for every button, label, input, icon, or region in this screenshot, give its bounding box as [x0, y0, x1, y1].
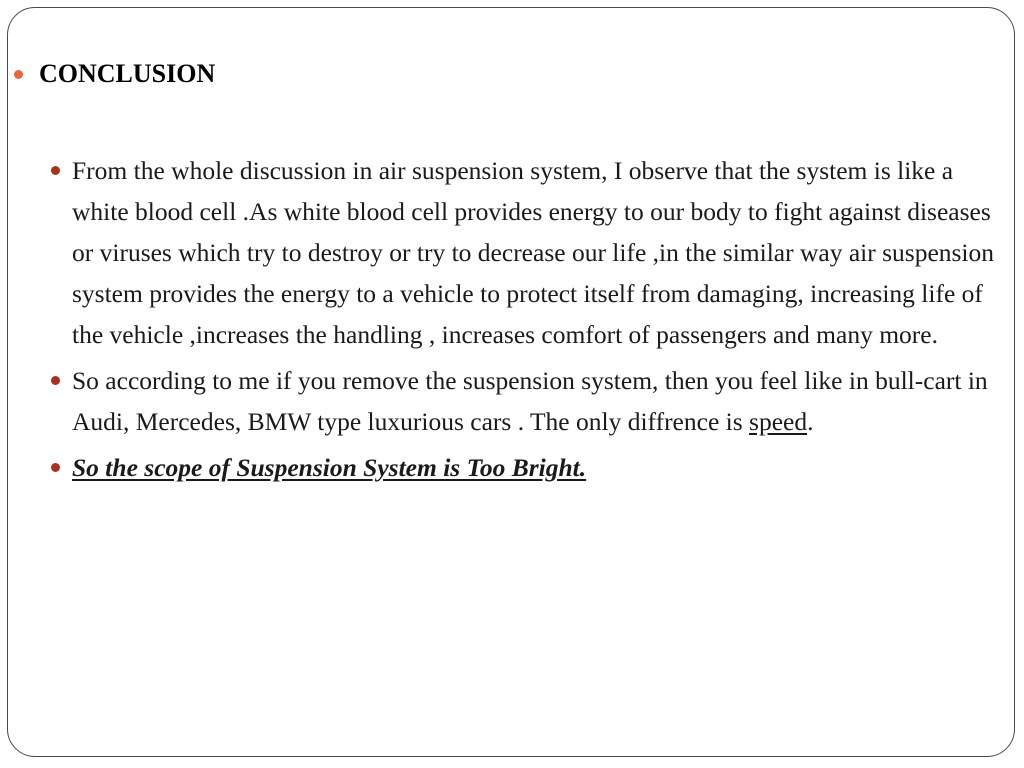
bullet-icon — [14, 70, 23, 79]
underlined-word: speed — [749, 407, 808, 436]
list-item-text-end: . — [807, 407, 814, 436]
closing-statement: So the scope of Suspension System is Too Bright. — [72, 453, 587, 482]
heading-row — [14, 56, 215, 92]
bullet-icon — [51, 463, 60, 472]
list-item-text: So according to me if you remove the suspension system, then you feel like in bull-cart in Audi, Mercedes, BMW type luxurious cars . The only diffrence is — [72, 366, 988, 436]
bullet-list — [46, 150, 1006, 493]
bullet-icon — [51, 376, 60, 385]
bullet-icon — [51, 166, 60, 175]
list-item — [46, 150, 1006, 355]
list-item — [46, 360, 1006, 442]
list-item-text: From the whole discussion in air suspension system, I observe that the system is like a white blood cell .As white blood cell provides energy to our body to fight against diseases or viruses which try to destroy or try to decrease our life ,in the similar way air suspension system provides the energy to a vehicle to protect itself from damaging, increasing life of the vehicle ,increases the handling , increases comfort of passengers and many more. — [72, 156, 995, 349]
list-item — [46, 447, 1006, 488]
slide-heading: CONCLUSION — [39, 59, 216, 88]
